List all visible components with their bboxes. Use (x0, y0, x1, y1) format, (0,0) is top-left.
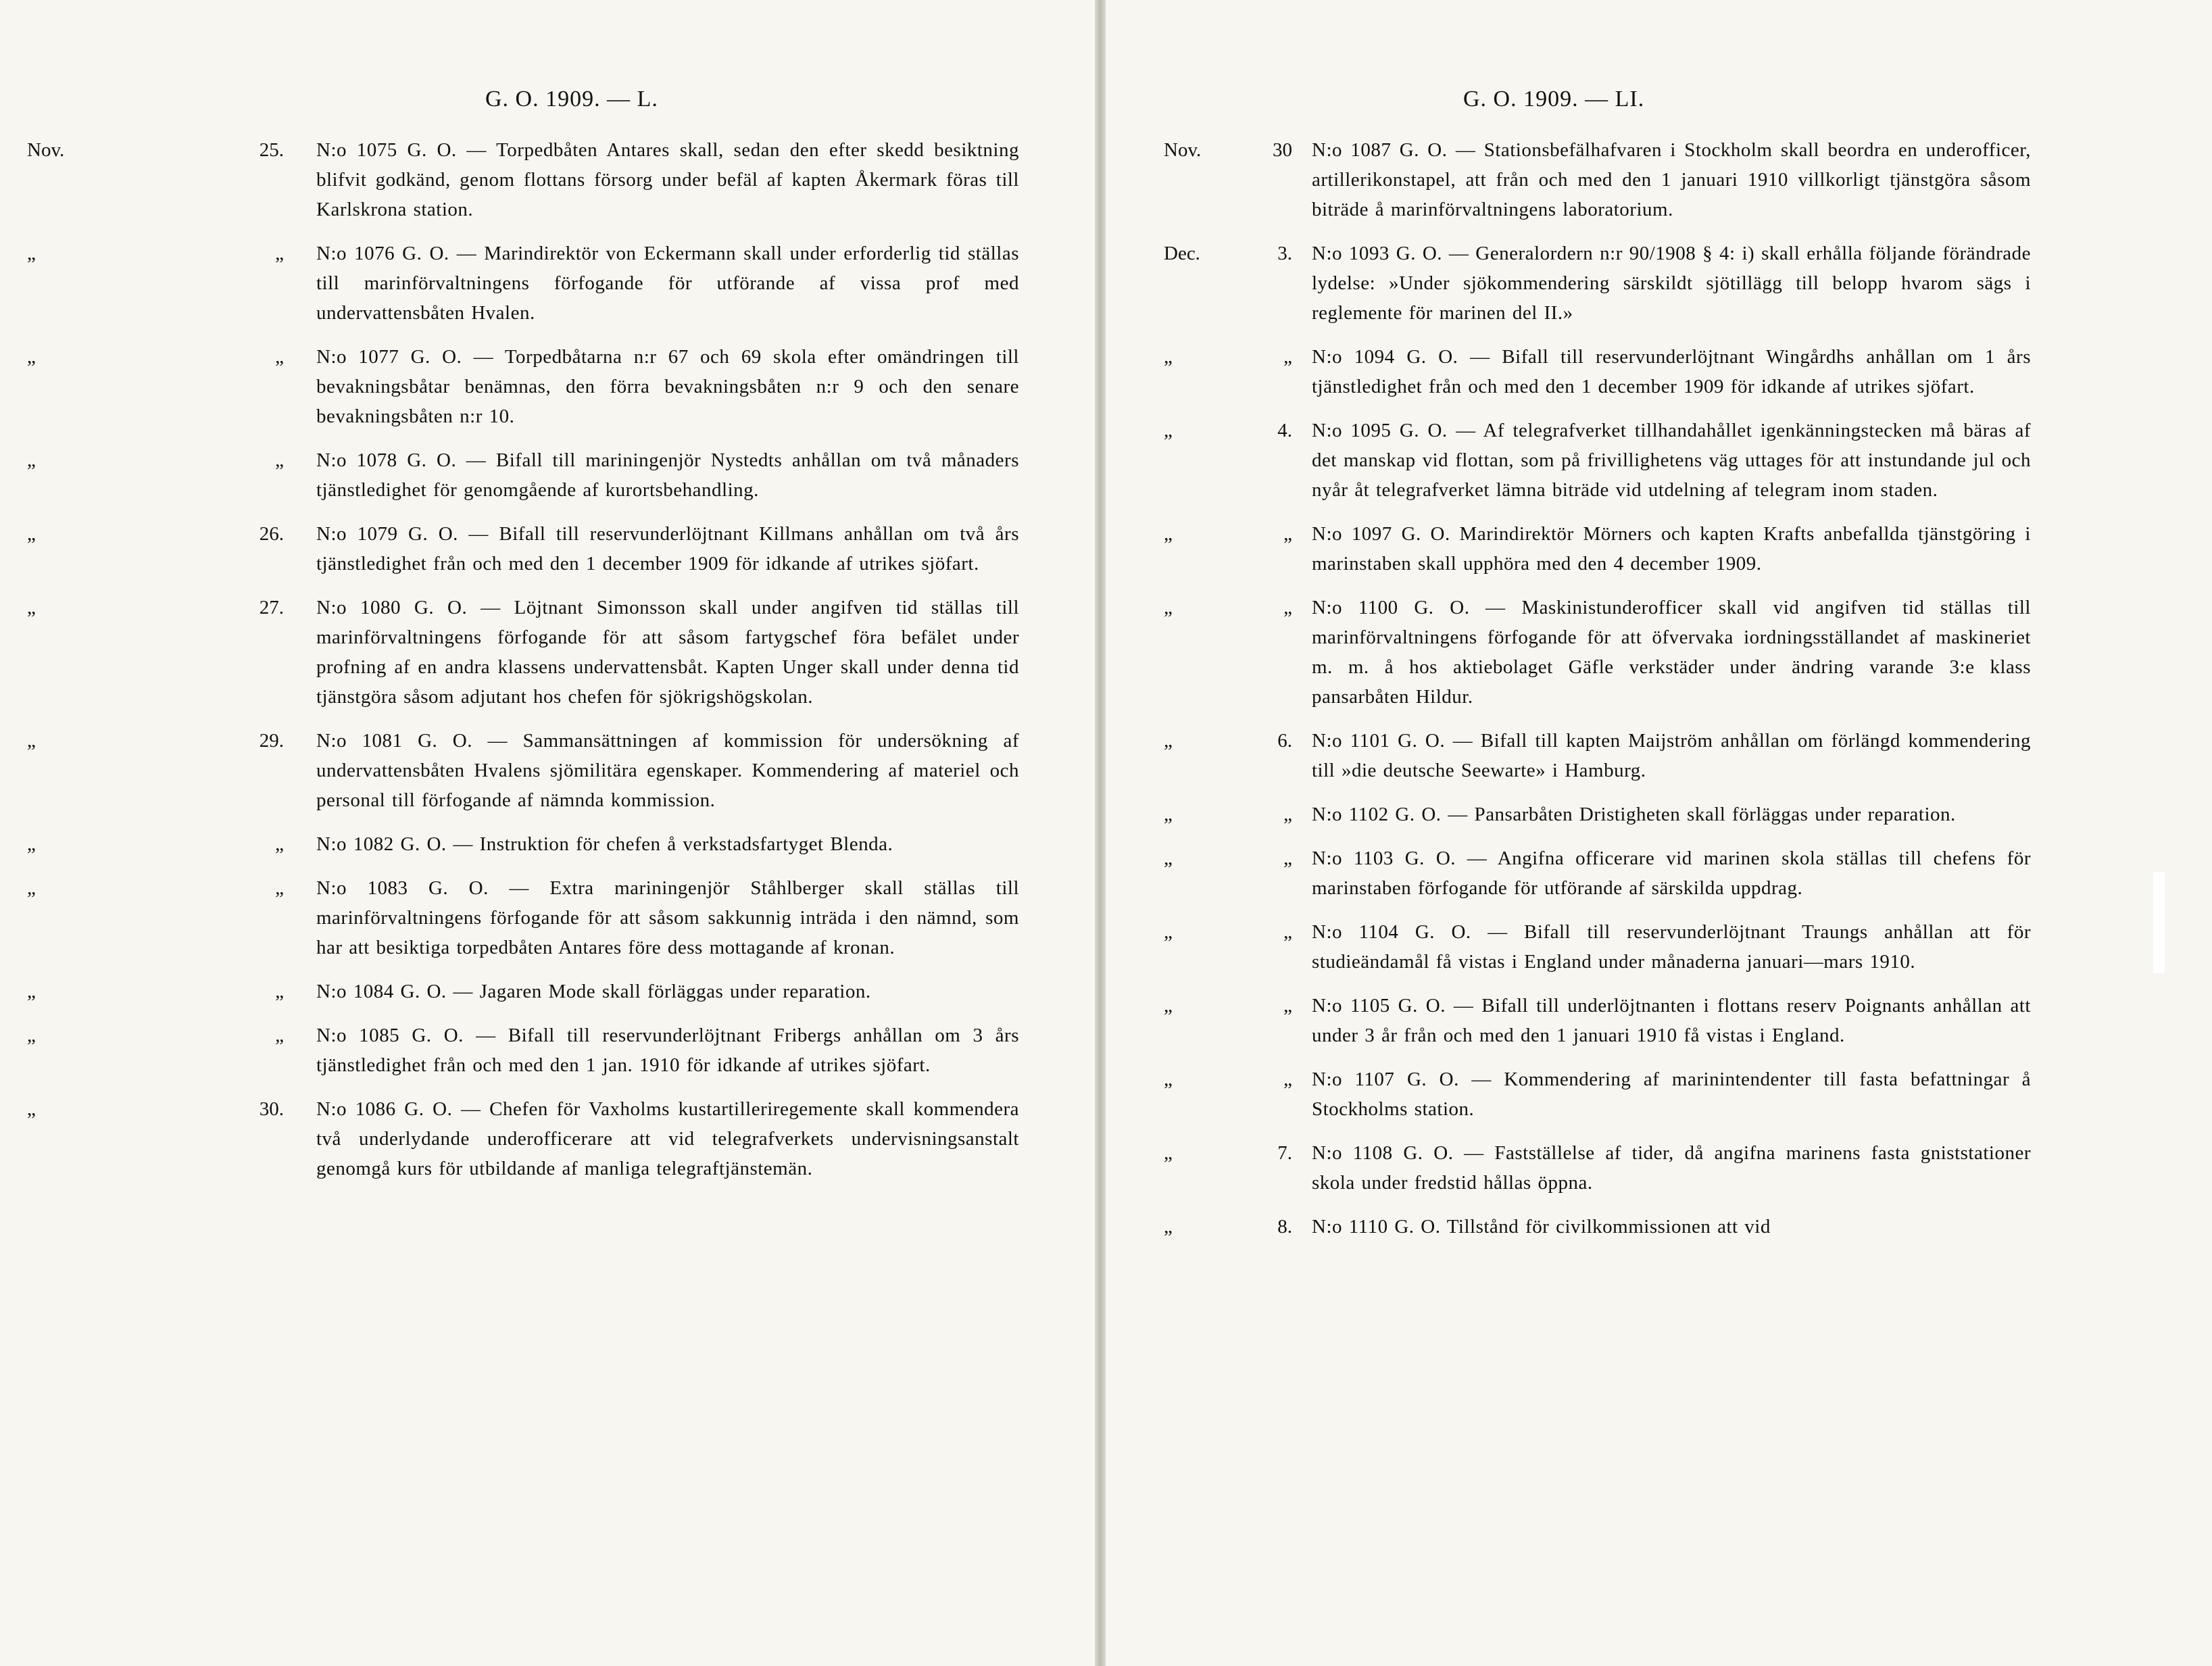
list-item (0, 873, 1095, 962)
entry-day: „ (275, 981, 284, 1002)
list-item (1106, 342, 2212, 401)
list-item (1106, 593, 2212, 712)
page-header: G. O. 1909. — LI. (1463, 87, 1645, 112)
entry-month: „ (27, 833, 36, 855)
list-item (0, 519, 1095, 579)
list-item (1106, 917, 2212, 977)
list-item (0, 829, 1095, 859)
entry-month: „ (1164, 346, 1173, 368)
entry-text: N:o 1104 G. O. — Bifall till reservunderlöjtnant Traungs anhållan att för studieändamål få vistas i England under månaderna januari—mars 1910. (1312, 921, 2031, 973)
list-item (0, 593, 1095, 712)
list-item (0, 1021, 1095, 1080)
entry-text: N:o 1083 G. O. — Extra mariningenjör Ståhlberger skall ställas till marinförvaltningens förfogande för att såsom sakkunnig inträda i den nämnd, som har att besiktiga torpedbåten Antares före dess mottagande af kronan. (316, 877, 1019, 958)
entry-text: N:o 1082 G. O. — Instruktion för chefen å verkstadsfartyget Blenda. (316, 833, 893, 855)
entry-day: „ (1283, 1069, 1292, 1090)
entry-day: 30 (1273, 139, 1292, 161)
entry-month: „ (1164, 730, 1173, 752)
entry-day: „ (275, 243, 284, 264)
entry-day: „ (1283, 804, 1292, 825)
list-item (1106, 416, 2212, 505)
entry-day: „ (1283, 921, 1292, 943)
entry-month: „ (27, 523, 36, 545)
entry-text: N:o 1108 G. O. — Fastställelse af tider, då angifna marinens fasta gniststationer skola under fredstid hållas öppna. (1312, 1142, 2031, 1194)
entry-text: N:o 1081 G. O. — Sammansättningen af kommission för undersökning af undervattensbåten Hvalens sjömilitära egenskaper. Kommendering af materiel och personal till förfogande af nämnda kommission. (316, 730, 1019, 811)
entry-day: 4. (1277, 420, 1292, 441)
entry-text: N:o 1093 G. O. — Generalordern n:r 90/1908 § 4: i) skall erhålla följande förändrade lydelse: »Under sjökommendering särskildt sjötillägg till belopp hvarom sägs i reglemente för marinen del II.» (1312, 243, 2031, 324)
entry-text: N:o 1079 G. O. — Bifall till reservunderlöjtnant Killmans anhållan om två års tjänstledighet från och med den 1 december 1909 för idkande af utrikes sjöfart. (316, 523, 1019, 574)
entry-day: „ (275, 877, 284, 899)
entry-month: „ (1164, 523, 1173, 545)
order-list (1106, 135, 2212, 1256)
entry-day: „ (1283, 848, 1292, 869)
list-item (1106, 991, 2212, 1050)
list-item (1106, 726, 2212, 785)
entry-text: N:o 1075 G. O. — Torpedbåten Antares skall, sedan den efter skedd besiktning blifvit godkänd, genom flottans försorg under befäl af kapten Åkermark föras till Karlskrona station. (316, 139, 1019, 220)
list-item (0, 239, 1095, 328)
entry-day: „ (275, 346, 284, 368)
list-item (1106, 135, 2212, 224)
entry-month: „ (27, 1025, 36, 1046)
left-page (0, 0, 1095, 1666)
entry-month: „ (27, 877, 36, 899)
entry-month: „ (27, 597, 36, 618)
entry-text: N:o 1105 G. O. — Bifall till underlöjtnanten i flottans reserv Poignants anhållan att under 3 år från och med den 1 januari 1910 få vistas i England. (1312, 995, 2031, 1046)
entry-month: „ (1164, 1069, 1173, 1090)
list-item (0, 726, 1095, 815)
entry-month: Nov. (27, 139, 65, 161)
book-gutter (1095, 0, 1106, 1666)
entry-day: „ (1283, 523, 1292, 545)
entry-month: „ (1164, 804, 1173, 825)
entry-text: N:o 1080 G. O. — Löjtnant Simonsson skall under angifven tid ställas till marinförvaltningens förfogande för att såsom fartygschef föra befälet under profning af en andra klassens undervattensbåt. Kapten Unger skall under denna tid tjänstgöra såsom adjutant hos chefen för sjökrigshögskolan. (316, 597, 1019, 708)
entry-text: N:o 1097 G. O. Marindirektör Mörners och kapten Krafts anbefallda tjänstgöring i marinstaben skall upphöra med den 4 december 1909. (1312, 523, 2031, 574)
entry-month: „ (27, 243, 36, 264)
list-item (0, 977, 1095, 1006)
entry-day: 29. (259, 730, 284, 752)
entry-day: „ (275, 833, 284, 855)
entry-month: „ (1164, 420, 1173, 441)
entry-month: „ (27, 449, 36, 471)
entry-month: Dec. (1164, 243, 1200, 264)
entry-text: N:o 1077 G. O. — Torpedbåtarna n:r 67 och 69 skola efter omändringen till bevakningsbåtar benämnas, den förra bevakningsbåten n:r 9 och den senare bevakningsbåten n:r 10. (316, 346, 1019, 427)
page-header: G. O. 1909. — L. (485, 87, 658, 112)
entry-text: N:o 1101 G. O. — Bifall till kapten Maijström anhållan om förlängd kommendering till »die deutsche Seewarte» i Hamburg. (1312, 730, 2031, 781)
list-item (0, 1094, 1095, 1183)
list-item (0, 342, 1095, 431)
list-item (1106, 1138, 2212, 1198)
entry-text: N:o 1107 G. O. — Kommendering af marinintendenter till fasta befattningar å Stockholms station. (1312, 1069, 2031, 1120)
entry-day: „ (275, 449, 284, 471)
entry-text: N:o 1087 G. O. — Stationsbefälhafvaren i Stockholm skall beordra en underofficer, artillerikonstapel, att från och med den 1 januari 1910 villkorligt tjänstgöra såsom biträde å marinförvaltningens laboratorium. (1312, 139, 2031, 220)
list-item (1106, 800, 2212, 829)
entry-day: 26. (259, 523, 284, 545)
entry-day: 27. (259, 597, 284, 618)
list-item (1106, 239, 2212, 328)
list-item (0, 445, 1095, 505)
list-item (0, 135, 1095, 224)
entry-month: „ (1164, 1216, 1173, 1238)
entry-month: „ (27, 981, 36, 1002)
entry-month: „ (27, 1098, 36, 1120)
entry-day: „ (1283, 995, 1292, 1016)
entry-text: N:o 1078 G. O. — Bifall till mariningenjör Nystedts anhållan om två månaders tjänstledighet för genomgående af kurortsbehandling. (316, 449, 1019, 501)
entry-month: „ (1164, 995, 1173, 1016)
entry-month: „ (27, 346, 36, 368)
entry-day: 7. (1277, 1142, 1292, 1164)
entry-text: N:o 1085 G. O. — Bifall till reservunderlöjtnant Fribergs anhållan om 3 års tjänstledighet från och med den 1 jan. 1910 för idkande af utrikes sjöfart. (316, 1025, 1019, 1076)
entry-text: N:o 1110 G. O. Tillstånd för civilkommissionen att vid (1312, 1216, 1771, 1238)
entry-month: „ (1164, 1142, 1173, 1164)
list-item (1106, 1064, 2212, 1124)
entry-text: N:o 1086 G. O. — Chefen för Vaxholms kustartilleriregemente skall kommendera två underlydande underofficerare att vid telegrafverkets undervisningsanstalt genomgå kurs för utbildande af manliga telegraftjänstemän. (316, 1098, 1019, 1179)
entry-text: N:o 1084 G. O. — Jagaren Mode skall förläggas under reparation. (316, 981, 871, 1002)
list-item (1106, 1212, 2212, 1242)
entry-text: N:o 1100 G. O. — Maskinistunderofficer skall vid angifven tid ställas till marinförvaltningens förfogande för att öfvervaka iordningsställandet af maskineriet m. m. å hos aktiebolaget Gäfle verkstäder under ändring varande 3:e klass pansarbåten Hildur. (1312, 597, 2031, 708)
list-item (1106, 843, 2212, 903)
entry-text: N:o 1076 G. O. — Marindirektör von Eckermann skall under erforderlig tid ställas till marinförvaltningens förfogande för utförande af vissa prof med undervattensbåten Hvalen. (316, 243, 1019, 324)
entry-month: „ (1164, 921, 1173, 943)
entry-text: N:o 1102 G. O. — Pansarbåten Dristigheten skall förläggas under reparation. (1312, 804, 1956, 825)
entry-text: N:o 1103 G. O. — Angifna officerare vid marinen skola ställas till chefens för marinstaben förfogande för utförande af särskilda uppdrag. (1312, 848, 2031, 899)
entry-day: 3. (1277, 243, 1292, 264)
entry-day: „ (1283, 346, 1292, 368)
entry-text: N:o 1094 G. O. — Bifall till reservunderlöjtnant Wingårdhs anhållan om 1 års tjänstledighet från och med den 1 december 1909 för idkande af utrikes sjöfart. (1312, 346, 2031, 397)
entry-month: „ (1164, 597, 1173, 618)
entry-month: Nov. (1164, 139, 1202, 161)
entry-text: N:o 1095 G. O. — Af telegrafverket tillhandahållet igenkänningstecken må bäras af det manskap vid flottan, som på frivillighetens väg uttages för att instundande jul och nyår åt telegrafverket lämna biträde vid utdelning af telegram inom staden. (1312, 420, 2031, 501)
order-list (0, 135, 1095, 1198)
entry-month: „ (27, 730, 36, 752)
entry-day: „ (1283, 597, 1292, 618)
entry-day: 25. (259, 139, 284, 161)
scan-edge-mark (2153, 872, 2165, 973)
entry-day: 6. (1277, 730, 1292, 752)
entry-month: „ (1164, 848, 1173, 869)
entry-day: 8. (1277, 1216, 1292, 1238)
right-page (1106, 0, 2212, 1666)
entry-day: „ (275, 1025, 284, 1046)
entry-day: 30. (259, 1098, 284, 1120)
list-item (1106, 519, 2212, 579)
